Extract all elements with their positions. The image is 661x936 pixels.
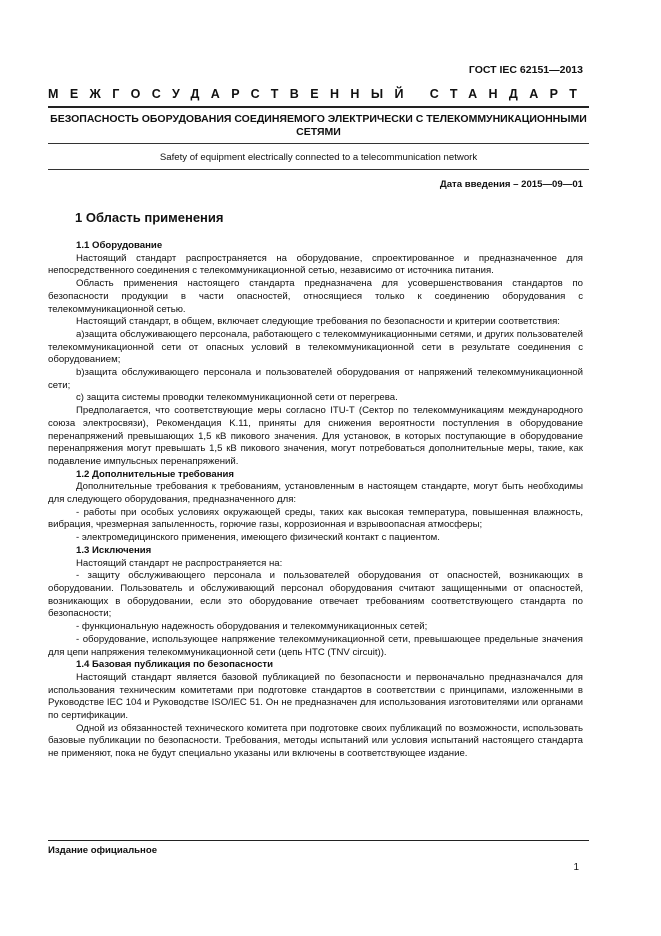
- subsection-heading: 1.1 Оборудование: [76, 240, 163, 251]
- paragraph: Область применения настоящего стандарта предназначена для усовершенствования стандартов по безопасности продукции в части опасностей, относящиеся только к соединению оборудования с телекоммуникационной сетью.: [48, 278, 583, 315]
- section-content: [48, 240, 583, 761]
- paragraph: Настоящий стандарт распространяется на оборудование, спроектированное и предназначенное для непосредственного соединения с телекоммуникационной сетью, независимо от источника питания.: [48, 252, 583, 277]
- list-item: - работы при особых условиях окружающей среды, таких как высокая температура, повышенная влажность, вибрация, чрезмерная запыленность, горючие газы, коррозионная и взрывоопасная атмосферы;: [48, 506, 583, 531]
- paragraph: Одной из обязанностей технического комитета при подготовке своих публикаций по возможности, использовать базовые публикации по безопасности. Требования, методы испытаний или условия испытаний настоящего стандарта не применяют, пока не будут специально указаны или включены в соответствующее издание.: [48, 722, 583, 760]
- interstate-standard-banner: МЕЖГОСУДАРСТВЕННЫЙ СТАНДАРТ: [48, 87, 589, 101]
- page-number: 1: [573, 862, 579, 873]
- title-english: Safety of equipment electrically connected to a telecommunication network: [159, 152, 478, 163]
- list-item: - функциональную надежность оборудования и телекоммуникационных сетей;: [76, 621, 428, 633]
- subsection-heading: 1.4 Базовая публикация по безопасности: [76, 659, 274, 671]
- paragraph: Настоящий стандарт является базовой публикацией по безопасности и первоначально предназначался для использования техническим комитетами при подготовке стандартов в соответствии с принципами, изложенными в Руководстве IEC 104 и Руководстве ISO/IEC 51. Он не предназначен для использования изготовителями или органами по сертификации.: [48, 671, 583, 722]
- list-item: - оборудование, использующее напряжение телекоммуникационной сети, превышающее предельные значения для цепи напряжения телекоммуникационной сети (цепь НТС (TNV circuit)).: [48, 633, 583, 658]
- title-russian: БЕЗОПАСНОСТЬ ОБОРУДОВАНИЯ СОЕДИНЯЕМОГО ЭЛЕКТРИЧЕСКИ С ТЕЛЕКОММУНИКАЦИОННЫМИ СЕТЯМИ: [50, 113, 587, 138]
- header-rule: [48, 169, 589, 170]
- list-item: c) защита системы проводки телекоммуникационной сети от перегрева.: [76, 392, 398, 404]
- list-item: b)защита обслуживающего персонала и пользователей оборудования от напряжений телекоммуникационной сети;: [48, 367, 583, 391]
- subsection-heading: 1.3 Исключения: [76, 544, 152, 556]
- paragraph: Предполагается, что соответствующие меры согласно ITU-T (Сектор по телекоммуникациям международного союза электросвязи), Рекомендация K.11, приняты для снижения вероятности поступления в оборудование перенапряжений превышающих 1,5 кВ пикового значения. Для установок, в которых поступающие в оборудование перенапряжения могут превышать 1,5 кВ пикового значения, могут потребоваться дополнительные меры, такие, как подавление импульсных перенапряжений.: [48, 405, 583, 467]
- official-edition-label: Издание официальное: [48, 845, 158, 856]
- header-rule: [48, 143, 589, 144]
- introduction-date: Дата введения – 2015—09—01: [439, 179, 583, 190]
- subsection-heading: 1.2 Дополнительные требования: [76, 468, 234, 480]
- paragraph: Настоящий стандарт не распространяется на:: [76, 557, 283, 569]
- header-rule-thick: [48, 106, 589, 108]
- standard-code: ГОСТ IEC 62151—2013: [468, 64, 583, 76]
- list-item: - защиту обслуживающего персонала и пользователей оборудования от опасностей, возникающих в оборудовании. Пользователь и обслуживающий персонал оборудования считают защищенными от опасностей, возникающих в оборудовании, если это оборудование отвечает требованиям соответствующего стандарта по безопасности;: [48, 570, 583, 620]
- paragraph: Настоящий стандарт, в общем, включает следующие требования по безопасности и критерии соответствия:: [76, 316, 560, 328]
- footer-rule: [48, 840, 589, 841]
- paragraph: Дополнительные требования к требованиям, установленным в настоящем стандарте, могут быть необходимы для следующего оборудования, предназначенного для:: [48, 481, 583, 506]
- section-heading: 1 Область применения: [75, 210, 224, 225]
- list-item: a)защита обслуживающего персонала, работающего с телекоммуникационными сетями, и других пользователей телекоммуникационной сети от опасных условий в телекоммуникационной сети в результате соединения с оборудованием;: [48, 328, 583, 366]
- list-item: - электромедицинского применения, имеющего физический контакт с пациентом.: [76, 532, 440, 544]
